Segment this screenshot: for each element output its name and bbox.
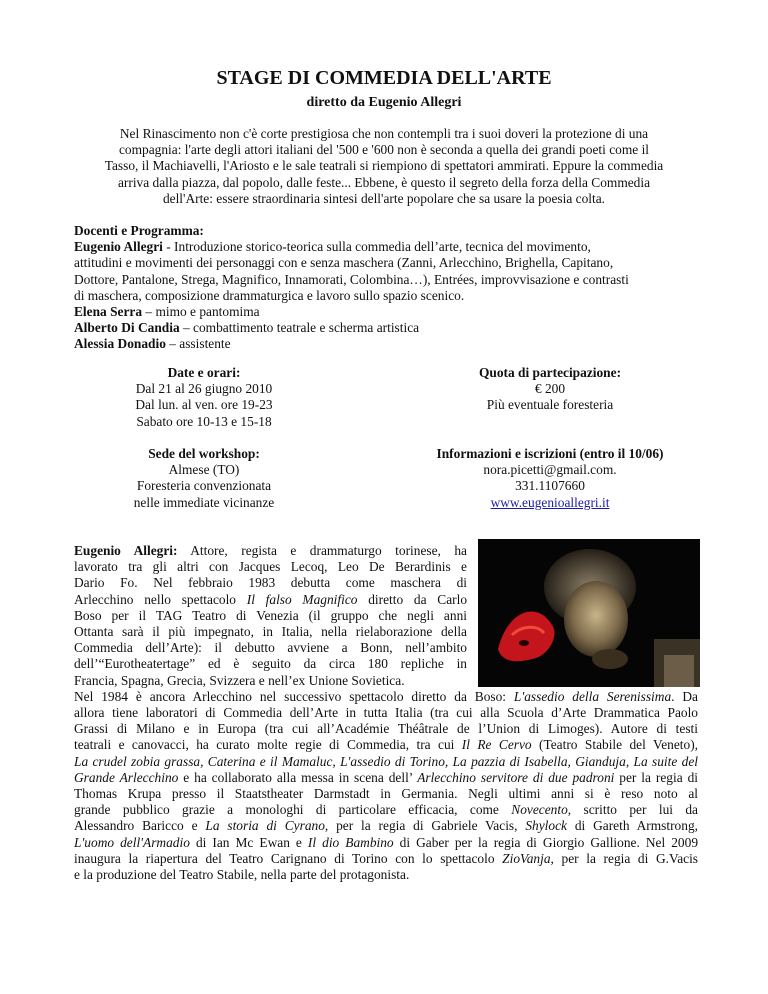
bio-line: Francia, Spagna, Grecia, Svizzera e nell’ex Unione Sovietica. [74, 672, 405, 688]
bio-line: Nel 1984 è ancora Arlecchino nel successivo spettacolo diretto da Boso: [74, 688, 514, 704]
teacher-role: – assistente [165, 336, 231, 352]
fee-line: Più eventuale foresteria [486, 397, 614, 413]
bio-line: , per la regia di G.Vacis [550, 850, 699, 866]
venue-heading: Sede del workshop: [148, 446, 260, 461]
bio-line: lavorato tra gli altri con Jacques Lecoq, Leo De Berardinis e [74, 559, 467, 575]
dates-line: Sabato ore 10-13 e 15-18 [136, 413, 272, 429]
page-title: STAGE DI COMMEDIA DELL'ARTE [216, 67, 552, 89]
program-section [74, 223, 698, 353]
work-title: Il Re Cervo [461, 737, 532, 753]
contact-phone: 331.1107660 [515, 478, 585, 494]
work-title: Novecento [511, 802, 568, 818]
teacher-description: attitudini e movimenti dei personaggi con e senza maschera (Zanni, Arlecchino, Brighella, Capitano, [74, 255, 614, 271]
work-title: L'assedio della Serenissima [513, 688, 672, 704]
bio-line: Attore, regista e drammaturgo torinese, ha [177, 543, 467, 558]
page-subtitle: diretto da Eugenio Allegri [306, 95, 462, 110]
bio-line: . Da [671, 688, 698, 704]
bio-line: Alessandro Baricco e [74, 818, 206, 834]
contact-email: nora.picetti@gmail.com. [483, 462, 617, 478]
bio-line: inaugura la riapertura del Teatro Carignano di Torino con lo spettacolo [74, 850, 503, 866]
bio-line: Thomas Krupa presso il Staatstheater Darmstadt in Germania. Negli ultimi anni si è reso noto al [74, 786, 698, 802]
intro-line: Nel Rinascimento non c'è corte prestigiosa che non contempli tra i suoi doveri la protezione di una [119, 126, 649, 141]
teacher-role: – mimo e pantomima [142, 304, 260, 320]
fee-heading: Quota di partecipazione: [478, 365, 622, 380]
bio-line: Grassi di Milano e in Europa (tra cui all’Académie Théâtrale de l’Union di Limoges). Autore di testi [74, 721, 698, 737]
bio-line: grande pubblico grazie a monologhi di particolare efficacia, come [74, 802, 512, 818]
contact-heading: Informazioni e iscrizioni (entro il 10/06) [436, 446, 664, 461]
intro-line: compagnia: l'arte degli attori italiani del '500 e '600 non è seconda a quella dei grandi poeti come il [118, 142, 650, 158]
fee-line: € 200 [534, 381, 566, 397]
dates-line: Dal 21 al 26 giugno 2010 [135, 381, 273, 397]
work-title: Shylock [525, 818, 567, 834]
work-title: La suite del [633, 753, 698, 769]
dates-line: Dal lun. al ven. ore 19-23 [135, 397, 273, 413]
work-title: Il falso Magnifico [246, 591, 358, 607]
teacher-description: di maschera, composizione drammaturgica e lavoro sullo spazio scenico. [74, 287, 465, 303]
bio-line: di Ian Mc Ewan e [189, 834, 308, 850]
venue-block [104, 446, 304, 511]
bio-line: , per la regia di Gabriele Vacis, [324, 818, 526, 834]
bio-line: (Teatro Stabile del Veneto), [531, 737, 698, 753]
bio-line: e ha collaborato alla messa in scena dell’ [178, 769, 418, 785]
work-title: La storia di Cyrano [205, 818, 325, 834]
bio-line: Commedia dell’Arte): il debutto avviene a Bonn, nell’ambito [74, 640, 467, 656]
bio-line: Ottanta sarà il più impegnato, in Italia, nella rielaborazione della [74, 624, 467, 640]
website-link[interactable]: www.eugenioallegri.it [490, 494, 610, 510]
bio-side-column [74, 543, 467, 689]
work-title: ZioVanja [502, 850, 551, 866]
bio-line: e la produzione del Teatro Stabile, nella parte del protagonista. [74, 867, 410, 883]
work-title: Grande Arlecchino [74, 769, 179, 785]
teacher-description: - Introduzione storico-teorica sulla commedia dell’arte, tecnica del movimento, [162, 239, 591, 255]
intro-line: arriva dalla piazza, dal popolo, dalle feste... Ebbene, è questo il segreto della forza della Commedia [117, 174, 651, 190]
contact-block [400, 446, 700, 511]
bio-line: dell’“Eurotheatertage” ed è seguito da circa 180 repliche in [74, 656, 467, 672]
bio-line: Dario Fo. Nel febbraio 1983 debutta come maschera di [74, 575, 467, 591]
teacher-name-allegri: Eugenio Allegri [74, 239, 163, 255]
teacher-role: – combattimento teatrale e scherma artistica [179, 320, 420, 336]
bio-line: allora tiene laboratori di Commedia dell’Arte in tutta Italia (tra cui alla Scuola d’Arte Drammatica Paolo [74, 705, 698, 721]
bio-line: Boso per il TAG Teatro di Venezia (il gruppo che negli anni [74, 607, 467, 623]
teacher-name-dicandia: Alberto Di Candia [74, 320, 180, 336]
work-title: L'uomo dell'Armadio [74, 834, 190, 850]
program-heading: Docenti e Programma: [74, 223, 204, 238]
teacher-name-serra: Elena Serra [74, 304, 143, 320]
work-title: Arlecchino servitore di due padroni [417, 769, 615, 785]
bio-full-column [74, 689, 698, 883]
bio-line: di Gaber per la regia di Giorgio Gallione. Nel 2009 [393, 834, 699, 850]
dates-heading: Date e orari: [167, 365, 241, 380]
dates-block [104, 365, 304, 430]
bio-line: diretto da Carlo [357, 591, 468, 607]
work-title: La crudel zobia grassa, Caterina e il Mamaluc, L'assedio di Torino, La pazzia di Isabella, Gianduja [74, 753, 626, 769]
bio-name: Eugenio Allegri: [74, 543, 178, 558]
intro-paragraph [78, 126, 690, 207]
bio-line: di Gareth Armstrong, [566, 818, 698, 834]
bio-line: , scritto per lui da [567, 802, 699, 818]
biography [74, 543, 698, 883]
fee-block [450, 365, 650, 414]
bio-line: teatrali e canovacci, ha curato molte regie di Commedia, tra cui [74, 737, 462, 753]
venue-line: Almese (TO) [168, 462, 240, 478]
venue-line: nelle immediate vicinanze [133, 494, 275, 510]
venue-line: Foresteria convenzionata [136, 478, 272, 494]
bio-line: per la regia di [614, 769, 698, 785]
teacher-description: Dottore, Pantalone, Strega, Magnifico, Innamorati, Colombina…), Entrées, improvvisazione e contrasti [74, 271, 629, 287]
teacher-name-donadio: Alessia Donadio [74, 336, 166, 352]
bio-line: , [625, 753, 634, 769]
bio-line: Arlecchino nello spettacolo [74, 591, 247, 607]
intro-line: dell'Arte: essere straordinaria sintesi dell'arte popolare che sa usare la poesia colta. [162, 190, 606, 206]
work-title: Il dio Bambino [307, 834, 394, 850]
intro-line: Tasso, il Machiavelli, l'Ariosto e le sale teatrali si riempiono di spettatori ammirati. Eppure la commedia [104, 158, 664, 174]
